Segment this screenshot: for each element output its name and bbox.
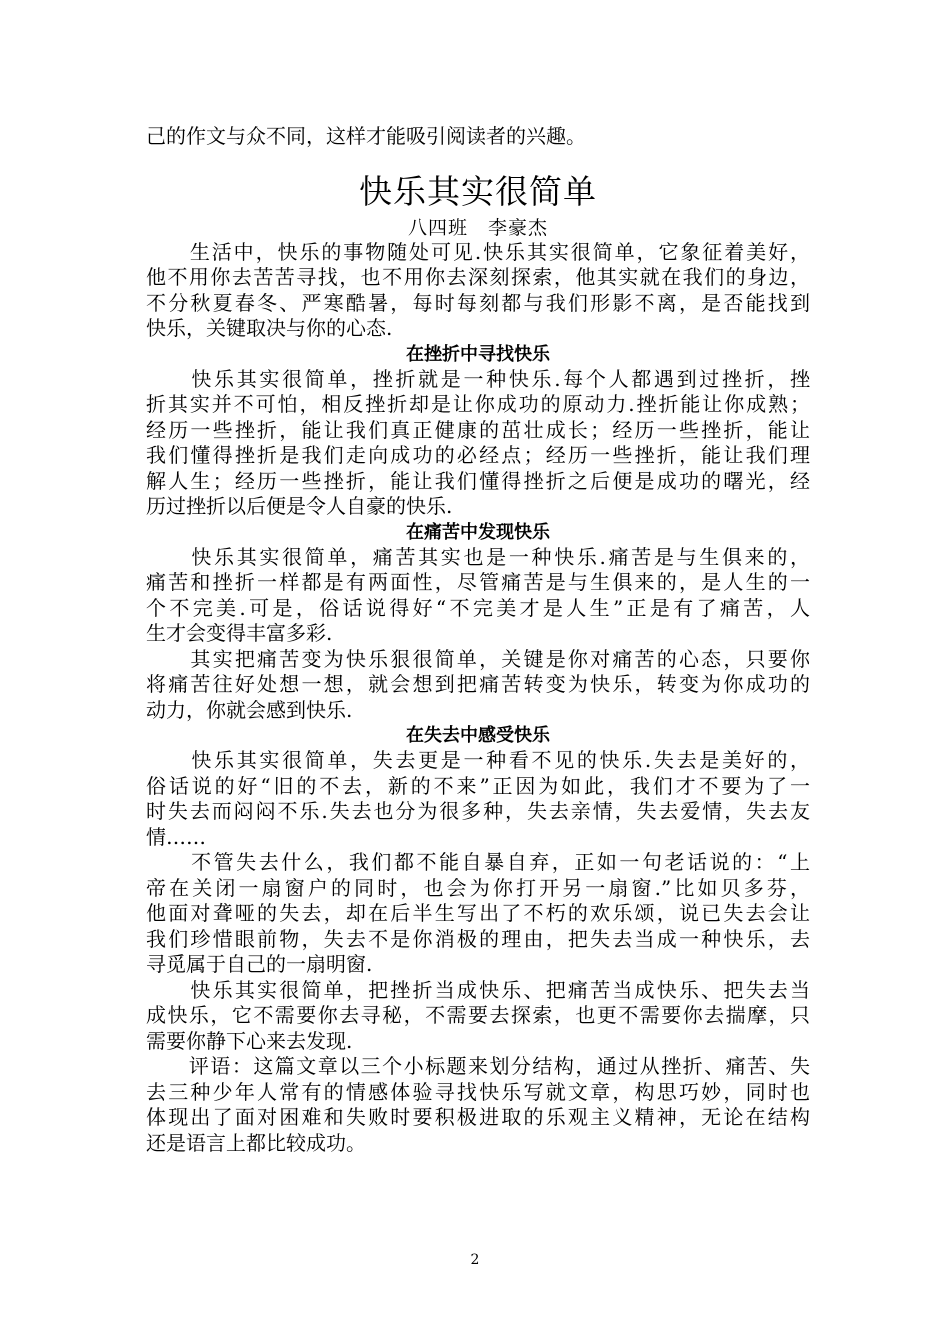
paragraph: [146, 1054, 810, 1156]
paragraph-line: 解人生；经历一些挫折，能让我们懂得挫折之后便是成功的曙光，经: [146, 468, 810, 493]
paragraph: [146, 850, 810, 978]
paragraph: [146, 748, 810, 850]
paragraph-line: 评语：这篇文章以三个小标题来划分结构，通过从挫折、痛苦、失: [146, 1054, 810, 1078]
paragraph-line: 需要你静下心来去发现.: [146, 1028, 353, 1053]
paragraph-line: 体现出了面对困难和失败时要积极进取的乐观主义精神，无论在结构: [146, 1105, 810, 1129]
paragraph-line: 他不用你去苦苦寻找，也不用你去深刻探索，他其实就在我们的身边，: [146, 265, 810, 289]
paragraph-line: 快乐，关键取决与你的心态.: [146, 316, 393, 340]
section-heading: 在痛苦中发现快乐: [406, 521, 550, 543]
paragraph-line: 寻觅属于自己的一扇明窗.: [146, 952, 373, 976]
paragraph: [146, 978, 810, 1055]
paragraph-line: 历过挫折以后便是令人自豪的快乐.: [146, 494, 453, 518]
article-title: 快乐其实很简单: [359, 171, 597, 211]
paragraph-line: 我们懂得挫折是我们走向成功的必经点；经历一些挫折，能让我们理: [146, 443, 810, 467]
paragraph-line: 时失去而闷闷不乐.失去也分为很多种，失去亲情，失去爱情，失去友: [146, 799, 810, 823]
document-page: [146, 120, 810, 1156]
paragraph: [146, 367, 810, 520]
paragraph-line: 俗话说的好“旧的不去，新的不来”正因为如此，我们才不要为了一: [146, 773, 810, 798]
paragraph: [146, 240, 810, 342]
paragraph-line: 帝在关闭一扇窗户的同时，也会为你打开另一扇窗.”比如贝多芬，: [146, 875, 810, 900]
page-number: 2: [470, 1252, 480, 1268]
article-author: 八四班 李豪杰: [407, 216, 548, 239]
paragraph-line: 痛苦和挫折一样都是有两面性，尽管痛苦是与生俱来的，是人生的一: [146, 570, 810, 594]
paragraph-line: 不分秋夏春冬、严寒酷暑，每时每刻都与我们形影不离，是否能找到: [146, 290, 810, 315]
paragraph-line: 还是语言上都比较成功。: [146, 1130, 366, 1155]
paragraph-line: 动力，你就会感到快乐.: [146, 697, 353, 722]
paragraph: [146, 545, 810, 647]
paragraph-line: 去三种少年人常有的情感体验寻找快乐写就文章，构思巧妙，同时也: [146, 1079, 810, 1104]
paragraph-line: 他面对聋哑的失去，却在后半生写出了不朽的欢乐颂，说已失去会让: [146, 901, 810, 925]
section-heading: 在失去中感受快乐: [406, 725, 550, 746]
paragraph-line: 我们珍惜眼前物，失去不是你消极的理由，把失去当成一种快乐，去: [146, 926, 810, 951]
paragraph-line: 折其实并不可怕，相反挫折却是让你成功的原动力.挫折能让你成熟；: [146, 392, 810, 416]
paragraph-line: 快乐其实很简单，挫折就是一种快乐.每个人都遇到过挫折，挫: [146, 366, 810, 391]
paragraph: [146, 647, 810, 724]
paragraph-line: 成快乐，它不需要你去寻秘，不需要去探索，也更不需要你去揣摩，只: [146, 1003, 810, 1027]
paragraph-line: 生活中，快乐的事物随处可见.快乐其实很简单，它象征着美好，: [146, 239, 810, 264]
paragraph-line: 快乐其实很简单，把挫折当成快乐、把痛苦当成快乐、把失去当: [146, 977, 810, 1002]
paragraph-line: 将痛苦往好处想一想，就会想到把痛苦转变为快乐，转变为你成功的: [146, 672, 810, 696]
paragraph-line: 其实把痛苦变为快乐狠很简单，关键是你对痛苦的心态，只要你: [146, 646, 810, 671]
section-heading: 在挫折中寻找快乐: [406, 343, 550, 365]
paragraph-line: 快乐其实很简单，痛苦其实也是一种快乐.痛苦是与生俱来的，: [146, 544, 810, 569]
paragraph-line: 不管失去什么，我们都不能自暴自弃，正如一句老话说的：“上: [146, 850, 810, 874]
intro-line: 己的作文与众不同，这样才能吸引阅读者的兴趣。: [146, 124, 586, 148]
paragraph-line: 生才会变得丰富多彩.: [146, 621, 333, 645]
article-body: [146, 240, 810, 1157]
paragraph-line: 快乐其实很简单，失去更是一种看不见的快乐.失去是美好的，: [146, 748, 810, 772]
paragraph-line: 经历一些挫折，能让我们真正健康的茁壮成长；经历一些挫折，能让: [146, 417, 810, 442]
paragraph-line: 情……: [146, 824, 206, 849]
paragraph-line: 个不完美.可是，俗话说得好“不完美才是人生”正是有了痛苦，人: [146, 595, 810, 620]
